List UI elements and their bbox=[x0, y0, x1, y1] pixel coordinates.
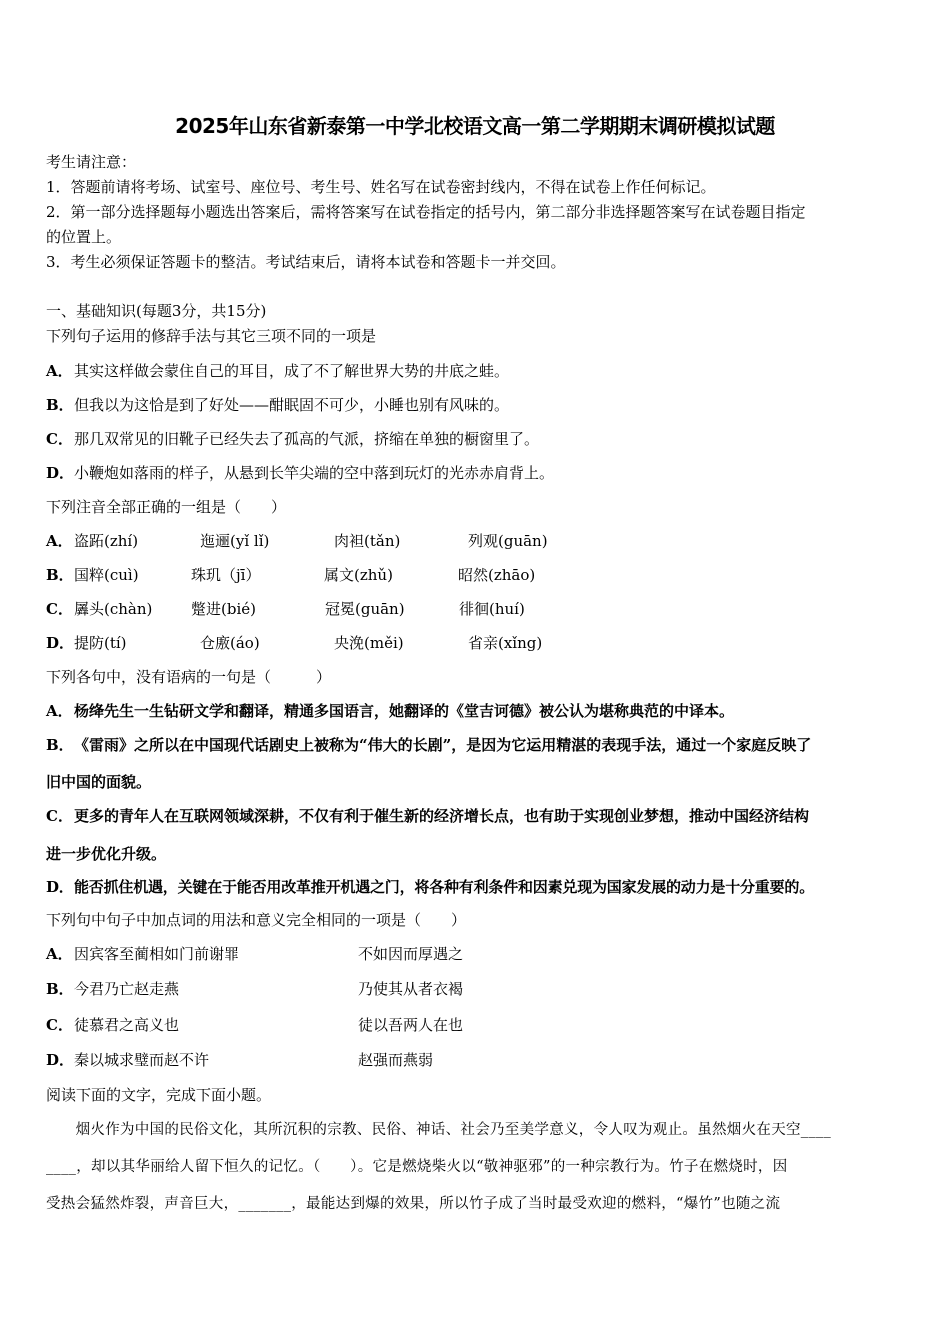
notice-item: 1．答题前请将考场、试室号、座位号、考生号、姓名写在试卷密封线内，不得在试卷上作任何标记。 bbox=[46, 178, 716, 196]
page-title: 2025年山东省新泰第一中学北校语文高一第二学期期末调研模拟试题 bbox=[175, 114, 775, 138]
option-text: 其实这样做会蒙住自己的耳目，成了不了解世界大势的井底之蛙。 bbox=[74, 362, 510, 380]
option-d bbox=[46, 877, 814, 897]
pinyin-item: 省亲(xǐng) bbox=[468, 634, 543, 652]
option-text: 但我以为这恰是到了好处——酣眠固不可少，小睡也别有风味的。 bbox=[74, 396, 510, 414]
section-heading: 一、基础知识(每题3分，共15分) bbox=[46, 302, 267, 320]
option-d bbox=[46, 1050, 209, 1070]
option-text-right: 徒以吾两人在也 bbox=[358, 1016, 464, 1034]
pinyin-item: 迤逦(yǐ lǐ) bbox=[200, 532, 270, 550]
option-label: A． bbox=[46, 945, 73, 963]
pinyin-item: 徘徊(huí) bbox=[459, 600, 525, 618]
option-text: 杨绛先生一生钻研文学和翻译，精通多国语言，她翻译的《堂吉诃德》被公认为堪称典范的中译本。 bbox=[74, 702, 735, 720]
option-text-right: 赵强而燕弱 bbox=[358, 1051, 434, 1069]
pinyin-item: 昭然(zhāo) bbox=[458, 566, 536, 584]
pinyin-item: 央浼(měi) bbox=[334, 634, 404, 652]
option-a bbox=[46, 531, 74, 551]
option-a bbox=[46, 701, 734, 721]
option-text-left: 秦以城求璧而赵不许 bbox=[74, 1051, 210, 1069]
option-label: D． bbox=[46, 878, 74, 896]
option-label: C． bbox=[46, 807, 73, 825]
option-text: 能否抓住机遇，关键在于能否用改革推开机遇之门，将各种有利条件和因素兑现为国家发展的动力是十分重要的。 bbox=[74, 878, 815, 896]
option-text: 那几双常见的旧靴子已经失去了孤高的气派，挤缩在单独的橱窗里了。 bbox=[74, 430, 540, 448]
question-stem: 下列注音全部正确的一组是（ ） bbox=[46, 498, 287, 516]
option-a bbox=[46, 361, 509, 381]
question-stem: 下列句中句子中加点词的用法和意义完全相同的一项是（ ） bbox=[46, 911, 467, 929]
pinyin-item: 提防(tí) bbox=[74, 634, 127, 652]
option-c bbox=[46, 806, 809, 826]
option-label: C． bbox=[46, 600, 73, 618]
option-label: B． bbox=[46, 396, 74, 414]
notice-item: 的位置上。 bbox=[46, 228, 122, 246]
notice-item: 3．考生必须保证答题卡的整洁。考试结束后，请将本试卷和答题卡一并交回。 bbox=[46, 253, 566, 271]
question-stem: 下列各句中，没有语病的一句是（ ） bbox=[46, 668, 332, 686]
pinyin-item: 羼头(chàn) bbox=[74, 600, 153, 618]
option-text: 更多的青年人在互联网领域深耕，不仅有利于催生新的经济增长点，也有助于实现创业梦想，推动中国经济结构 bbox=[74, 807, 810, 825]
option-label: B． bbox=[46, 566, 74, 584]
option-text-right: 乃使其从者衣褐 bbox=[358, 980, 464, 998]
option-text-right: 不如因而厚遇之 bbox=[358, 945, 464, 963]
pinyin-item: 蹩进(bié) bbox=[191, 600, 256, 618]
option-d bbox=[46, 463, 554, 483]
notice-item: 2．第一部分选择题每小题选出答案后，需将答案写在试卷指定的括号内，第二部分非选择题答案写在试卷题目指定 bbox=[46, 203, 806, 221]
option-a bbox=[46, 944, 239, 964]
pinyin-item: 仓廒(áo) bbox=[200, 634, 260, 652]
option-text-left: 今君乃亡赵走燕 bbox=[74, 980, 180, 998]
option-text: 小鞭炮如落雨的样子，从悬到长竿尖端的空中落到玩灯的光赤赤肩背上。 bbox=[74, 464, 555, 482]
option-label: D． bbox=[46, 1051, 75, 1069]
option-text-left: 因宾客至蔺相如门前谢罪 bbox=[74, 945, 240, 963]
option-text-cont: 旧中国的面貌。 bbox=[46, 773, 152, 791]
pinyin-item: 冠冕(guān) bbox=[325, 600, 405, 618]
pinyin-item: 列观(guān) bbox=[468, 532, 548, 550]
option-label: C． bbox=[46, 1016, 73, 1034]
option-text: 《雷雨》之所以在中国现代话剧史上被称为“伟大的长剧”，是因为它运用精湛的表现手法，通过一个家庭反映了 bbox=[74, 736, 812, 754]
pinyin-item: 珠玑（jī） bbox=[191, 566, 261, 584]
pinyin-item: 盗跖(zhí) bbox=[74, 532, 139, 550]
notice-heading: 考生请注意： bbox=[46, 153, 137, 171]
option-label: A． bbox=[46, 362, 73, 380]
pinyin-item: 肉袒(tǎn) bbox=[334, 532, 401, 550]
option-b bbox=[46, 735, 811, 755]
option-label: D． bbox=[46, 634, 75, 652]
option-text-left: 徒慕君之高义也 bbox=[74, 1016, 180, 1034]
option-label: A． bbox=[46, 702, 73, 720]
option-c bbox=[46, 599, 74, 619]
question-stem: 下列句子运用的修辞手法与其它三项不同的一项是 bbox=[46, 327, 377, 345]
option-text-cont: 进一步优化升级。 bbox=[46, 845, 167, 863]
option-label: D． bbox=[46, 464, 75, 482]
option-b bbox=[46, 565, 74, 585]
option-b bbox=[46, 979, 179, 999]
pinyin-item: 属文(zhǔ) bbox=[324, 566, 393, 584]
reading-paragraph-line: ____，却以其华丽给人留下恒久的记忆。（ ）。它是燃烧柴火以“敬神驱邪”的一种宗教行为。竹子在燃烧时，因 bbox=[46, 1159, 788, 1175]
option-label: B． bbox=[46, 736, 74, 754]
pinyin-item: 国粹(cuì) bbox=[74, 566, 139, 584]
option-b bbox=[46, 395, 509, 415]
reading-paragraph-line: 受热会猛然炸裂，声音巨大，_______，最能达到爆的效果，所以竹子成了当时最受欢迎的燃料，“爆竹”也随之流 bbox=[46, 1196, 781, 1212]
option-label: B． bbox=[46, 980, 74, 998]
option-c bbox=[46, 1015, 179, 1035]
option-d bbox=[46, 633, 74, 653]
option-label: A． bbox=[46, 532, 73, 550]
reading-paragraph-line: 烟火作为中国的民俗文化，其所沉积的宗教、民俗、神话、社会乃至美学意义，令人叹为观止。虽然烟火在天空____ bbox=[46, 1122, 831, 1138]
option-label: C． bbox=[46, 430, 73, 448]
reading-intro: 阅读下面的文字，完成下面小题。 bbox=[46, 1086, 272, 1104]
option-c bbox=[46, 429, 539, 449]
